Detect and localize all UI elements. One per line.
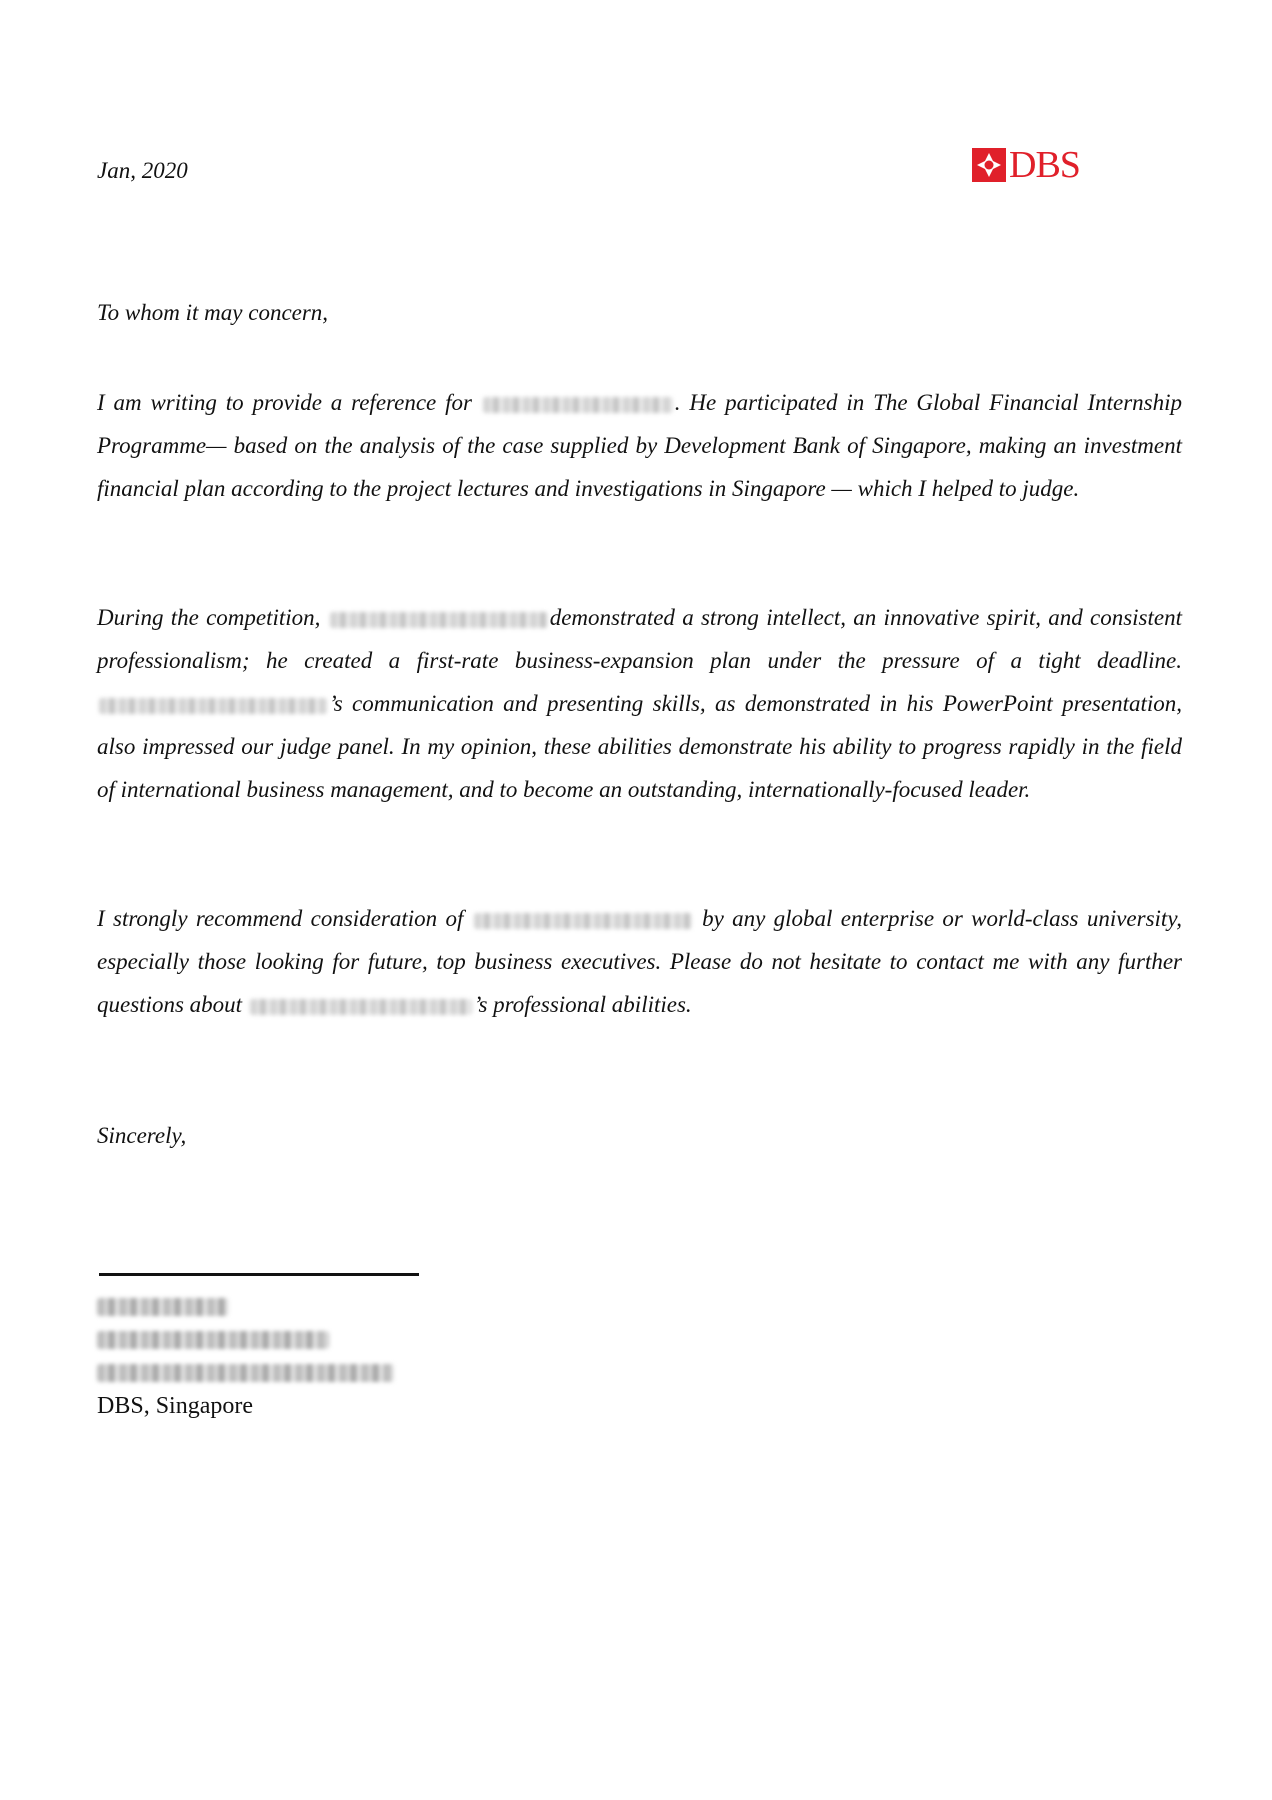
paragraph-1-text-b: . He participated in The Global Financial Internship Programme— based on the analysis of the case supplied by Development Bank of Singapore, making an investment financial plan according to the project lectures and investigations in Singapore — which I helped to judge. xyxy=(97,390,1182,501)
redacted-signer-email xyxy=(97,1364,394,1382)
redacted-name xyxy=(250,999,472,1015)
paragraph-2 xyxy=(97,596,1182,811)
paragraph-3-text-a: I strongly recommend consideration of xyxy=(97,906,464,931)
paragraph-1 xyxy=(97,381,1182,510)
paragraph-1-text-a: I am writing to provide a reference for xyxy=(97,390,472,415)
redacted-name xyxy=(330,612,548,628)
redacted-signer-title xyxy=(97,1331,329,1349)
paragraph-2-text-a: During the competition, xyxy=(97,605,321,630)
paragraph-3-text-c: ’s professional abilities. xyxy=(473,992,692,1017)
salutation: To whom it may concern, xyxy=(97,300,329,325)
closing: Sincerely, xyxy=(97,1123,187,1148)
letter-date: Jan, 2020 xyxy=(97,158,188,183)
dbs-logo xyxy=(972,146,1080,184)
paragraph-2-text-c: ’s communication and presenting skills, as demonstrated in his PowerPoint presentation, also impressed our judge panel. In my opinion, these abilities demonstrate his ability to progress rapidly in the field of international business management, and to become an outstanding, internationally-focused leader. xyxy=(97,691,1182,802)
paragraph-3-text-b: by any global enterprise or world-class university, especially those looking for future, top business executives. Please do not hesitate to contact me with any further questions about xyxy=(97,906,1183,1017)
dbs-star-icon xyxy=(972,148,1006,182)
signature-organization: DBS, Singapore xyxy=(97,1393,253,1419)
signature-line xyxy=(99,1273,419,1276)
paragraph-3 xyxy=(97,897,1182,1026)
redacted-name xyxy=(99,698,327,714)
paragraph-2-text-b: demonstrated a strong intellect, an innovative spirit, and consistent professionalism; he created a first-rate business-expansion plan under the pressure of a tight deadline. xyxy=(97,605,1182,673)
logo-wordmark: DBS xyxy=(1009,144,1080,186)
redacted-signer-name xyxy=(97,1298,229,1316)
redacted-name xyxy=(474,913,692,929)
redacted-name xyxy=(483,397,673,413)
